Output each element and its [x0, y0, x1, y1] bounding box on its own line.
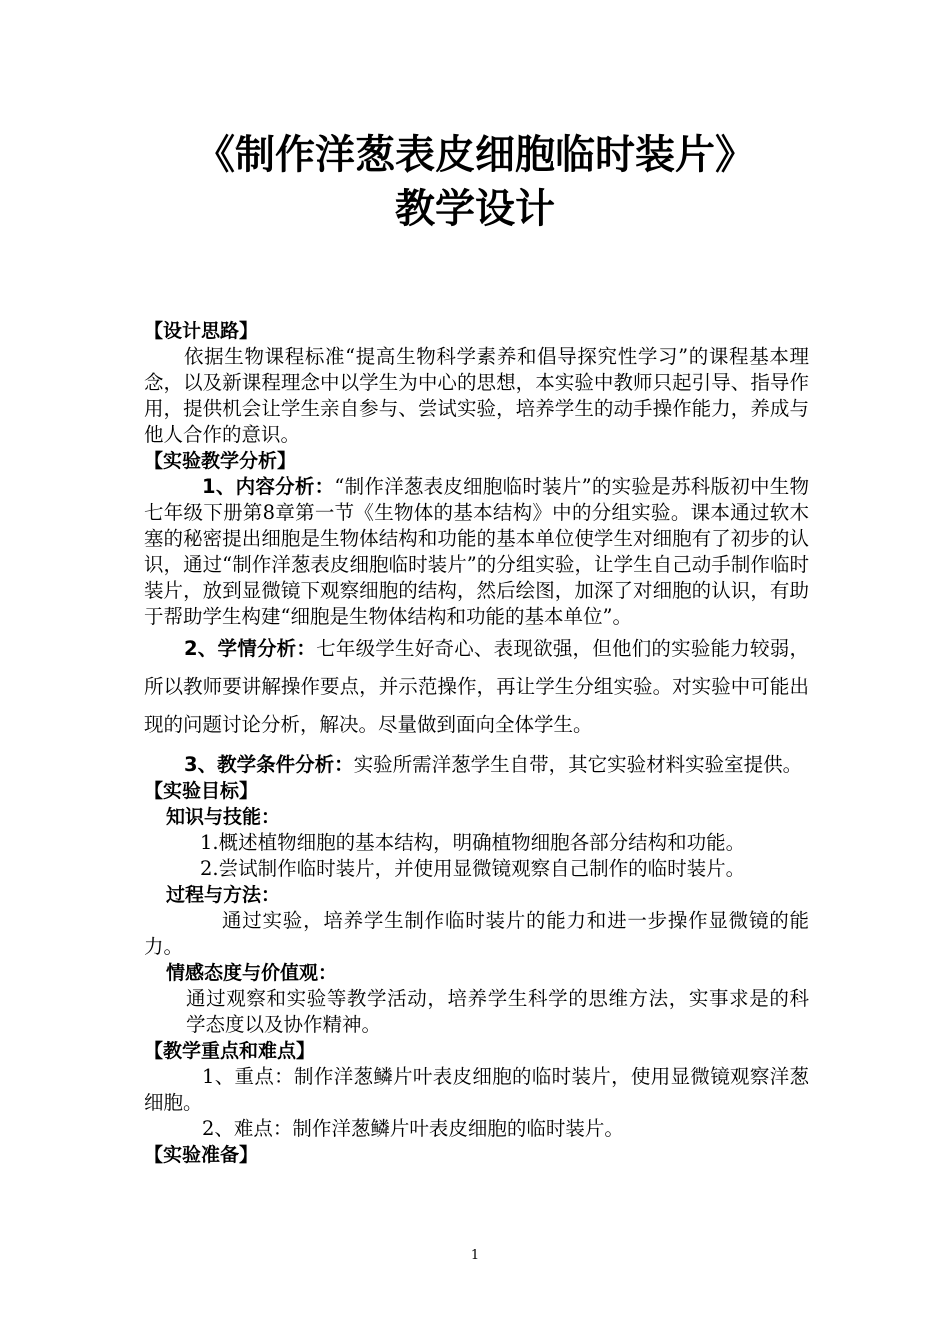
key-point-2: 2、难点：制作洋葱鳞片叶表皮细胞的临时装片。 — [202, 1117, 624, 1140]
emotion-text: 通过观察和实验等教学活动，培养学生科学的思维方法，实事求是的科学态度以及协作精神。 — [186, 987, 809, 1036]
conditions-analysis-label: 3、教学条件分析： — [184, 753, 354, 776]
process-label: 过程与方法： — [166, 884, 281, 906]
design-idea-text: 依据生物课程标准“提高生物科学素养和倡导探究性学习”的课程基本理念，以及新课程理念中以学生为中心的思想，本实验中教师只起引导、指导作用，提供机会让学生亲自参与、尝试实验，培养学生的动手操作能力，养成与他人合作的意识。 — [144, 345, 809, 446]
heading-analysis: 【实验教学分析】 — [144, 450, 297, 472]
heading-preparation: 【实验准备】 — [144, 1144, 259, 1166]
content-analysis-text: “制作洋葱表皮细胞临时装片”的实验是苏科版初中生物七年级下册第8章第一节《生物体的基本结构》中的分组实验。课本通过软木塞的秘密提出细胞是生物体结构和功能的基本单位使学生对细胞有了初步的认识，通过“制作洋葱表皮细胞临时装片”的分组实验，让学生自己动手制作临时装片，放到显微镜下观察细胞的结构，然后绘图，加深了对细胞的认识，有助于帮助学生构建“细胞是生物体结构和功能的基本单位”。 — [144, 475, 809, 628]
document-title-line1: 《制作洋葱表皮细胞临时装片》 — [195, 132, 755, 178]
process-text: 通过实验，培养学生制作临时装片的能力和进一步操作显微镜的能力。 — [144, 909, 809, 958]
knowledge-label: 知识与技能： — [166, 806, 281, 828]
key-point-1: 1、重点：制作洋葱鳞片叶表皮细胞的临时装片，使用显微镜观察洋葱细胞。 — [144, 1065, 809, 1114]
content-analysis-label: 1、内容分析： — [202, 475, 335, 498]
document-body — [144, 318, 809, 1168]
page-number: 1 — [470, 1248, 480, 1263]
students-analysis-text: 七年级学生好奇心、表现欲强，但他们的实验能力较弱，所以教师要讲解操作要点，并示范操作，再让学生分组实验。对实验中可能出现的问题讨论分析，解决。尽量做到面向全体学生。 — [144, 637, 809, 736]
emotion-label: 情感态度与价值观： — [166, 962, 338, 984]
document-title-line2: 教学设计 — [395, 186, 555, 232]
heading-design-idea: 【设计思路】 — [144, 320, 259, 342]
heading-key-points: 【教学重点和难点】 — [144, 1040, 316, 1062]
students-analysis-paragraph — [144, 630, 809, 744]
knowledge-goal-2: 2.尝试制作临时装片，并使用显微镜观察自己制作的临时装片。 — [200, 857, 746, 880]
heading-goals: 【实验目标】 — [144, 780, 259, 802]
content-analysis-paragraph — [144, 474, 809, 630]
students-analysis-label: 2、学情分析： — [184, 637, 317, 660]
conditions-analysis-paragraph — [144, 752, 809, 778]
knowledge-goal-1: 1.概述植物细胞的基本结构，明确植物细胞各部分结构和功能。 — [200, 831, 746, 854]
conditions-analysis-text: 实验所需洋葱学生自带，其它实验材料实验室提供。 — [353, 753, 803, 776]
